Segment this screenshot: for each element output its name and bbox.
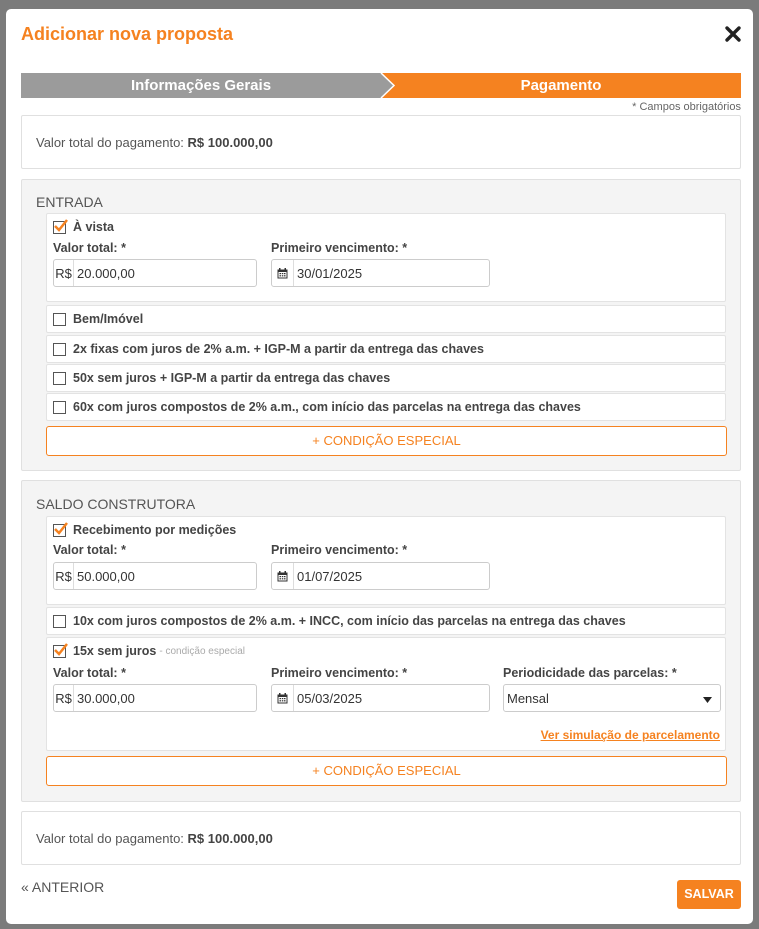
- list-item[interactable]: [46, 364, 726, 392]
- periodicidade-value: Mensal: [507, 690, 549, 706]
- total-label: Valor total do pagamento:: [36, 135, 184, 150]
- list-item[interactable]: [46, 607, 726, 635]
- option-label: 60x com juros compostos de 2% a.m., com início das parcelas na entrega das chaves: [73, 400, 581, 414]
- currency-prefix: R$: [54, 563, 74, 589]
- special-condition-card: [46, 637, 726, 751]
- currency-prefix: R$: [54, 685, 74, 711]
- ver-simulacao-link[interactable]: Ver simulação de parcelamento: [540, 728, 720, 742]
- special-condition-label: 15x sem juros: [73, 644, 157, 658]
- list-item[interactable]: [46, 335, 726, 363]
- primeiro-vencimento-label: Primeiro vencimento: *: [271, 666, 408, 680]
- special-condition-tag: - condição especial: [159, 645, 245, 657]
- section-title-saldo: SALDO CONSTRUTORA: [36, 496, 196, 512]
- step-pagamento[interactable]: Pagamento: [381, 73, 741, 98]
- primeiro-vencimento-input[interactable]: 30/01/2025: [271, 259, 490, 287]
- valor-total-label: Valor total: *: [53, 241, 126, 255]
- save-button[interactable]: SALVAR: [677, 880, 741, 909]
- currency-prefix: R$: [54, 260, 74, 286]
- list-item[interactable]: [46, 393, 726, 421]
- section-title-entrada: ENTRADA: [36, 194, 103, 210]
- add-special-condition-button[interactable]: + CONDIÇÃO ESPECIAL: [46, 756, 727, 786]
- option-checkbox[interactable]: [53, 401, 66, 414]
- medicoes-card: [46, 516, 726, 605]
- option-label: 50x sem juros + IGP-M a partir da entrega das chaves: [73, 371, 391, 385]
- total-value: R$ 100.000,00: [187, 831, 273, 846]
- required-fields-note: * Campos obrigatórios: [632, 101, 741, 113]
- valor-total-input[interactable]: R$ 30.000,00: [53, 684, 257, 712]
- periodicidade-label: Periodicidade das parcelas: *: [503, 666, 677, 680]
- valor-total-input[interactable]: R$ 20.000,00: [53, 259, 257, 287]
- proposal-modal: [6, 9, 753, 924]
- periodicidade-select[interactable]: [503, 684, 721, 712]
- step-informacoes-gerais[interactable]: Informações Gerais: [21, 73, 381, 98]
- calendar-icon[interactable]: [272, 685, 294, 711]
- avista-checkbox[interactable]: [53, 221, 66, 234]
- calendar-icon[interactable]: [272, 260, 294, 286]
- entrada-section: [21, 179, 741, 471]
- total-panel-top: [21, 115, 741, 169]
- option-label: Bem/Imóvel: [73, 312, 144, 326]
- option-checkbox[interactable]: [53, 372, 66, 385]
- primeiro-vencimento-label: Primeiro vencimento: *: [271, 543, 408, 557]
- total-panel-bottom: [21, 811, 741, 865]
- primeiro-vencimento-input[interactable]: 01/07/2025: [271, 562, 490, 590]
- caret-down-icon: [703, 691, 712, 706]
- valor-total-input[interactable]: R$ 50.000,00: [53, 562, 257, 590]
- primeiro-vencimento-label: Primeiro vencimento: *: [271, 241, 408, 255]
- option-checkbox[interactable]: [53, 615, 66, 628]
- total-value: R$ 100.000,00: [187, 135, 273, 150]
- add-special-condition-button[interactable]: + CONDIÇÃO ESPECIAL: [46, 426, 727, 456]
- modal-title: Adicionar nova proposta: [21, 24, 234, 44]
- valor-total-label: Valor total: *: [53, 543, 126, 557]
- list-item[interactable]: [46, 305, 726, 333]
- avista-label: À vista: [73, 220, 114, 234]
- special-condition-checkbox[interactable]: [53, 645, 66, 658]
- previous-button[interactable]: « ANTERIOR: [21, 879, 105, 895]
- avista-card: [46, 213, 726, 302]
- option-checkbox[interactable]: [53, 313, 66, 326]
- option-label: 10x com juros compostos de 2% a.m. + INCC, com início das parcelas na entrega das chaves: [73, 614, 626, 628]
- close-icon[interactable]: [724, 25, 742, 43]
- calendar-icon[interactable]: [272, 563, 294, 589]
- wizard-steps: [21, 73, 741, 98]
- option-label: 2x fixas com juros de 2% a.m. + IGP-M a partir da entrega das chaves: [73, 342, 484, 356]
- medicoes-checkbox[interactable]: [53, 524, 66, 537]
- saldo-construtora-section: [21, 480, 741, 802]
- medicoes-label: Recebimento por medições: [73, 523, 237, 537]
- primeiro-vencimento-input[interactable]: 05/03/2025: [271, 684, 490, 712]
- valor-total-label: Valor total: *: [53, 666, 126, 680]
- total-label: Valor total do pagamento:: [36, 831, 184, 846]
- option-checkbox[interactable]: [53, 343, 66, 356]
